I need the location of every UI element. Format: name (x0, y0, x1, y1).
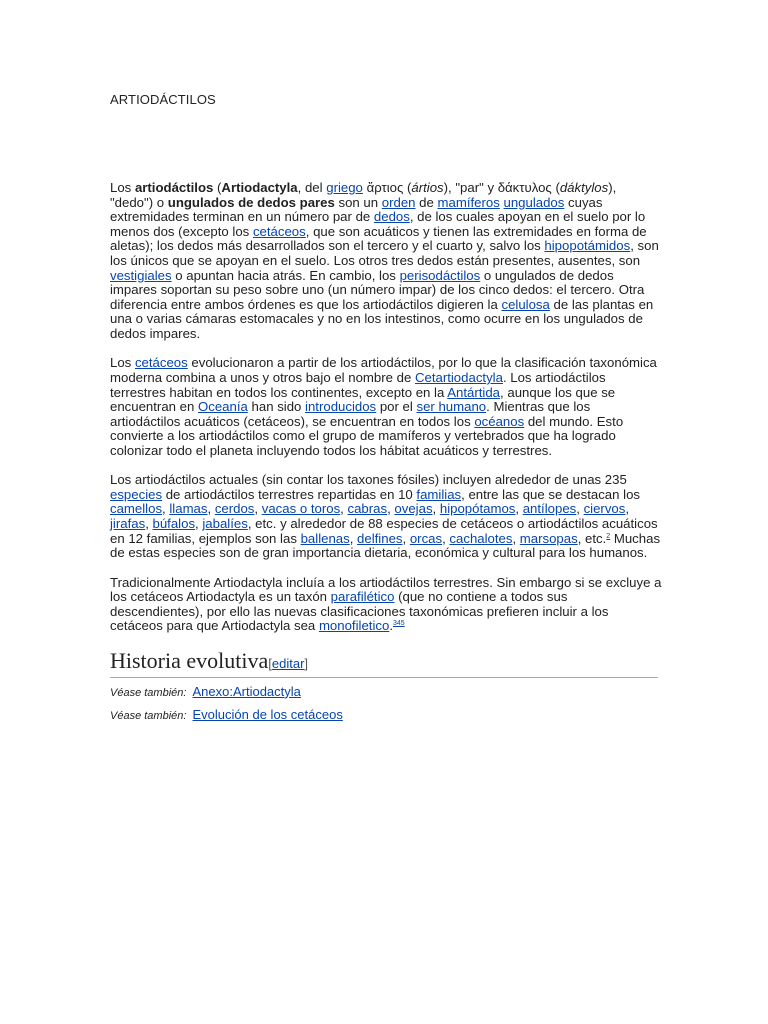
link-ballenas[interactable]: ballenas (300, 530, 350, 546)
separator: , (340, 501, 348, 517)
separator: , (195, 516, 203, 532)
separator: , (387, 501, 395, 517)
link-especies[interactable]: especies (110, 486, 163, 502)
link-hipopotamos[interactable]: hipopótamos (439, 501, 516, 517)
text: cuyas extremidades terminan en un número par de (110, 194, 603, 225)
link-dedos[interactable]: dedos (373, 209, 410, 225)
link-orden[interactable]: orden (381, 194, 416, 210)
text: , que son acuáticos y tienen las extremidades en forma de aletas); los dedos más desarrollados son el tercero y el cuarto y, salvo los (110, 223, 647, 254)
separator: , (515, 501, 523, 517)
link-marsopas[interactable]: marsopas (519, 530, 578, 546)
text: Los (110, 355, 135, 371)
text: , del (297, 180, 327, 195)
text: de las plantas en una o varias cámaras estomacales y no en los intestinos, como ocurre en los ungulados de dedos impares. (110, 296, 654, 341)
text: . Los artiodáctilos terrestres habitan en todos los continentes, excepto en la (110, 369, 606, 400)
link-cachalotes[interactable]: cachalotes (449, 530, 513, 546)
bold-term: artiodáctilos (134, 180, 214, 195)
bracket: [ (268, 655, 272, 671)
text: Muchas de estas especies son de gran importancia dietaria, económica y cultural para los humanos. (110, 530, 661, 561)
text: han sido (247, 399, 306, 415)
link-mamiferos[interactable]: mamíferos (437, 194, 500, 210)
link-jabalies[interactable]: jabalíes (202, 516, 248, 532)
link-vestigiales[interactable]: vestigiales (110, 267, 172, 283)
text: o ungulados de dedos impares soportan su peso sobre uno (un número impar) de los cinco dedos: el tercero. Otra diferencia entre ambos órdenes es que los artiodáctilos digieren la (110, 267, 645, 312)
link-vacas-o-toros[interactable]: vacas o toros (261, 501, 341, 517)
link-oceanos[interactable]: océanos (474, 413, 525, 429)
text: , etc. y alrededor de 88 especies de cetáceos o artiodáctilos acuáticos en 12 familias, ejemplos son las (110, 516, 658, 546)
bracket: ] (304, 655, 309, 671)
text: o apuntan hacia atrás. En cambio, los (171, 267, 400, 283)
article-body (110, 181, 662, 726)
text: . (389, 618, 393, 634)
link-perisodactilos[interactable]: perisodáctilos (399, 267, 481, 283)
link-oceania[interactable]: Oceanía (198, 399, 248, 415)
bold-term: Artiodactyla (221, 180, 298, 195)
paragraph-species (110, 473, 662, 561)
section-heading-text: Historia evolutiva (110, 647, 269, 673)
text: , entre las que se destacan los (461, 486, 640, 502)
link-celulosa[interactable]: celulosa (501, 296, 550, 312)
text: ), "dedo") o (110, 180, 617, 210)
text: , son los únicos que se apoyan en el suelo. Los otros tres dedos están presentes, ausentes, son (110, 238, 659, 268)
link-ovejas[interactable]: ovejas (394, 501, 433, 517)
paragraph-taxonomy (110, 576, 662, 634)
text: (que no contiene a todos sus descendientes), por ello las nuevas clasificaciones taxonómicas prefieren incluir a los cetáceos para que Artiodactyla sea (110, 589, 609, 634)
hatnote-prefix: Véase también: (110, 686, 187, 699)
link-cabras[interactable]: cabras (347, 501, 388, 517)
text: son un (334, 194, 382, 210)
text: Tradicionalmente Artiodactyla incluía a los artiodáctilos terrestres. Sin embargo si se excluye a los cetáceos Artiodactyla es un taxón (110, 574, 662, 605)
link-monofiletico[interactable]: monofiletico (318, 618, 390, 634)
separator: , (625, 501, 630, 517)
link-antartida[interactable]: Antártida (447, 384, 501, 400)
link-hipopotamidos[interactable]: hipopotámidos (544, 238, 631, 254)
link-familias[interactable]: familias (416, 486, 462, 502)
link-ciervos[interactable]: ciervos (583, 501, 626, 517)
link-cetartiodactyla[interactable]: Cetartiodactyla (414, 369, 503, 385)
text: de artiodáctilos terrestres repartidas en 10 (162, 486, 417, 502)
link-cerdos[interactable]: cerdos (214, 501, 255, 517)
text: , aunque los que se encuentran en (110, 384, 616, 415)
link-delfines[interactable]: delfines (357, 530, 403, 546)
separator: , (442, 530, 450, 546)
separator: , (576, 501, 584, 517)
link-ser-humano[interactable]: ser humano (416, 399, 487, 415)
separator: , (145, 516, 153, 532)
text: ( (213, 180, 222, 195)
hatnote (110, 705, 662, 726)
separator: , (402, 530, 410, 546)
document-title: ARTIODÁCTILOS (110, 92, 216, 107)
text: . Mientras que los artiodáctilos acuáticos (cetáceos), se encuentran en todos los (110, 399, 591, 429)
reference-link[interactable]: 345 (392, 620, 405, 628)
text: ἄρτιος ( (362, 180, 412, 195)
hatnote (110, 682, 662, 703)
hatnote-prefix: Véase también: (110, 709, 187, 722)
paragraph-cetaceans (110, 356, 662, 458)
text: , etc. (577, 530, 607, 546)
link-cetaceos[interactable]: cetáceos (252, 223, 306, 239)
link-introducidos[interactable]: introducidos (305, 399, 377, 415)
link-ungulados[interactable]: ungulados (503, 194, 565, 210)
hatnote-link-evolucion[interactable]: Evolución de los cetáceos (192, 706, 343, 722)
link-cetaceos[interactable]: cetáceos (134, 355, 188, 371)
link-llamas[interactable]: llamas (169, 501, 208, 517)
paragraph-intro (110, 181, 662, 342)
link-antilopes[interactable]: antílopes (522, 501, 577, 517)
edit-link[interactable]: editar (271, 655, 305, 671)
section-heading (110, 649, 658, 678)
hatnote-link-anexo[interactable]: Anexo:Artiodactyla (192, 683, 301, 699)
text: de (415, 194, 438, 210)
link-parafiletico[interactable]: parafilético (330, 589, 395, 605)
text: , de los cuales apoyan en el suelo por lo menos dos (excepto los (110, 209, 646, 239)
link-bufalos[interactable]: búfalos (152, 516, 196, 532)
separator: , (207, 501, 215, 517)
text: evolucionaron a partir de los artiodáctilos, por lo que la clasificación taxonómica moderna combina a unos y otros bajo el nombre de (110, 355, 657, 385)
bold-term: ungulados de dedos pares (167, 194, 335, 210)
text: Los (110, 180, 135, 195)
separator: , (254, 501, 262, 517)
text: por el (376, 399, 417, 415)
separator: , (349, 530, 358, 546)
separator: , (512, 530, 520, 546)
text: ), "par" y δάκτυλος ( (443, 180, 560, 195)
link-griego[interactable]: griego (326, 180, 363, 195)
text: Los artiodáctilos actuales (sin contar los taxones fósiles) incluyen alrededor de unas 235 (110, 472, 627, 488)
separator: , (162, 501, 170, 517)
link-orcas[interactable]: orcas (409, 530, 443, 546)
edit-section (268, 656, 308, 671)
link-jirafas[interactable]: jirafas (110, 516, 146, 532)
italic-term: ártios (411, 180, 444, 195)
separator: , (432, 501, 440, 517)
italic-term: dáktylos (559, 180, 609, 195)
link-camellos[interactable]: camellos (110, 501, 163, 517)
text: del mundo. Esto convierte a los artiodáctilos como el grupo de mamíferos y vertebrados que ha logrado colonizar todo el planeta incluyendo todos los hábitat acuáticos y terrestres. (110, 413, 624, 458)
reference-link[interactable]: 2 (606, 532, 611, 540)
